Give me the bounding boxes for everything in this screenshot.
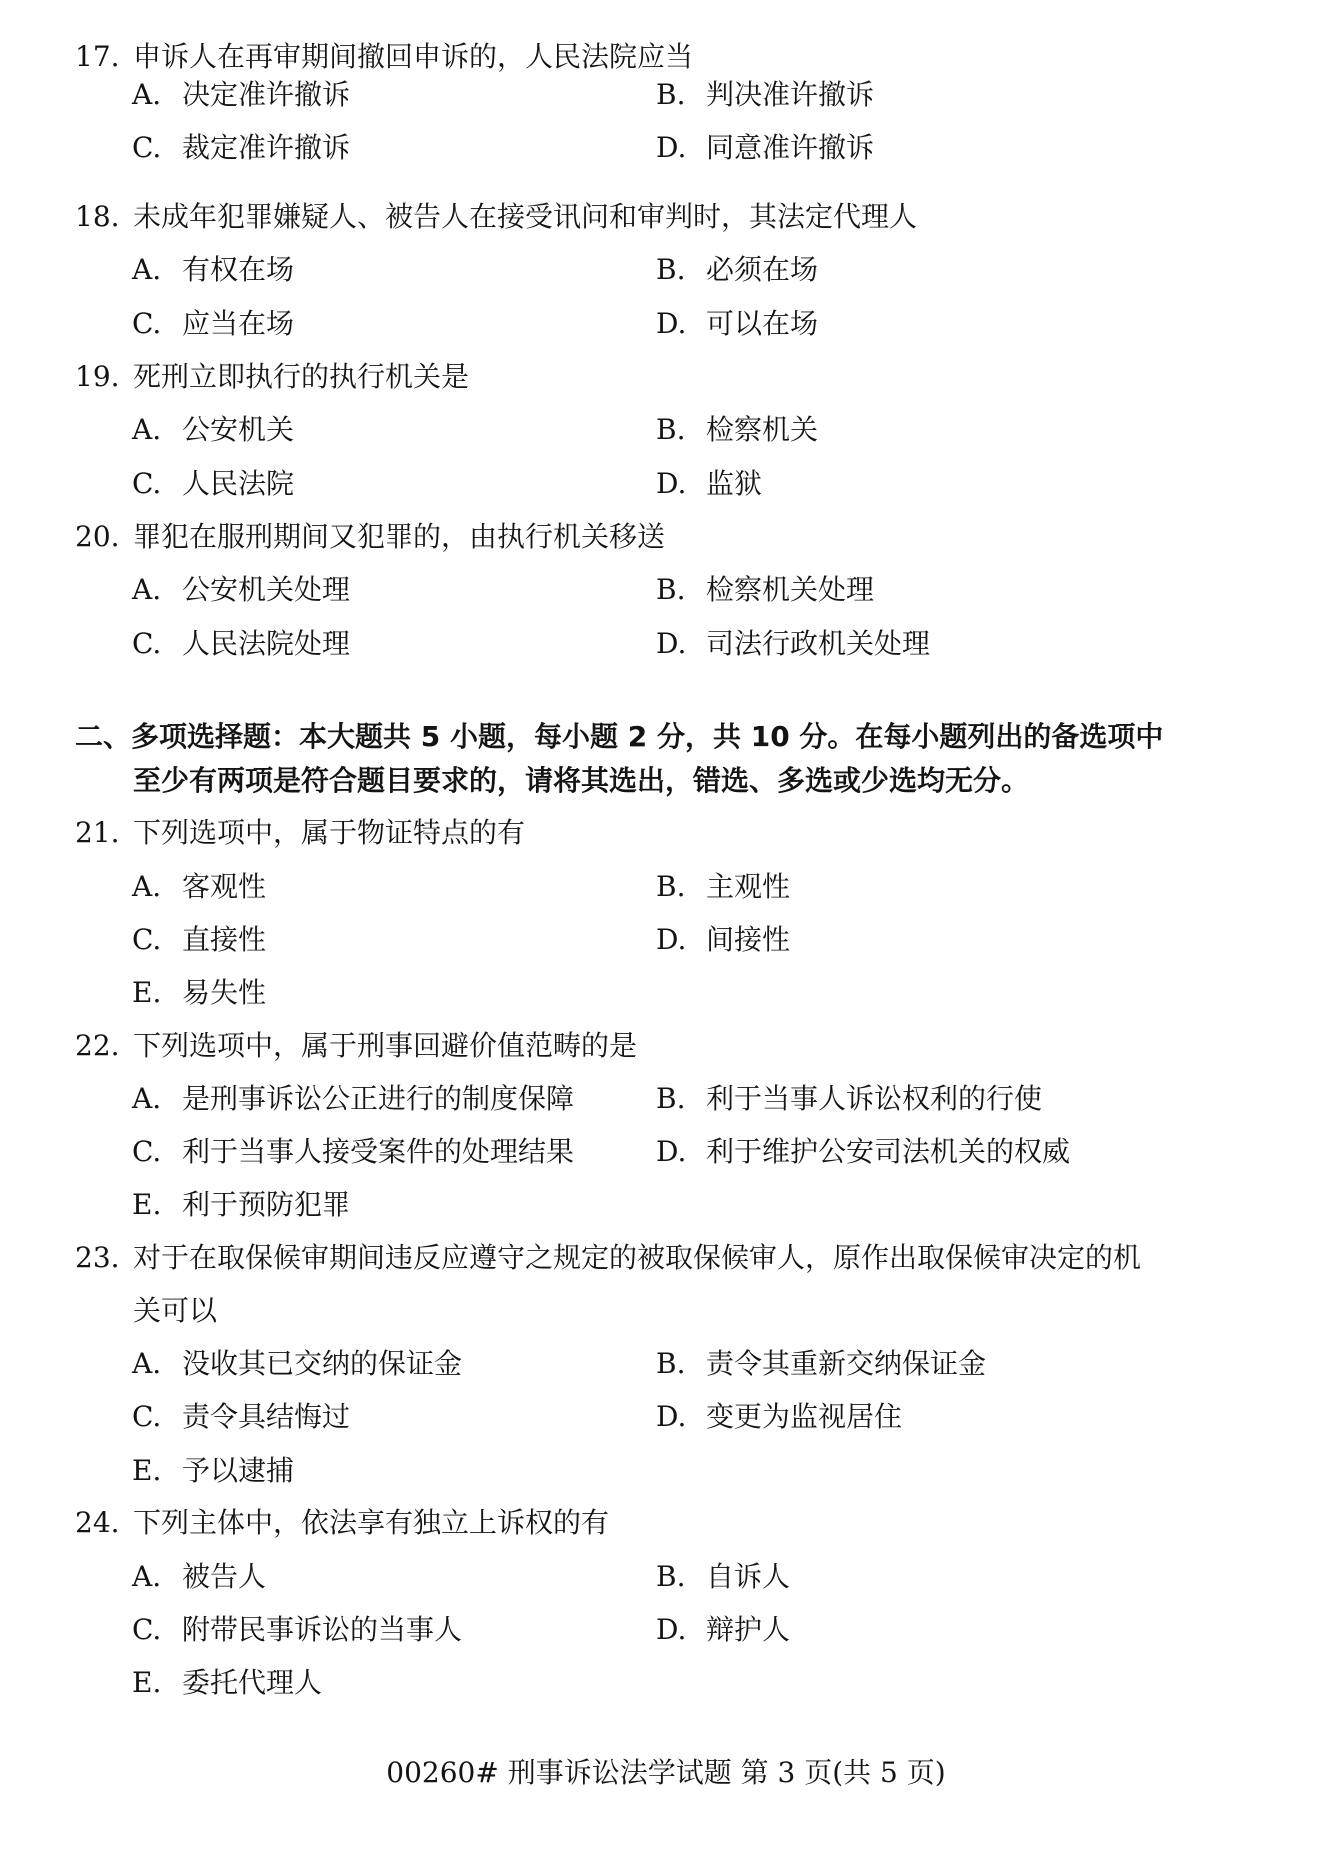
question-text: 死刑立即执行的执行机关是 xyxy=(133,360,470,393)
option-c: C. 附带民事诉讼的当事人 xyxy=(132,1613,463,1646)
question-number: 22. xyxy=(75,1029,120,1062)
option-a: A. 决定准许撤诉 xyxy=(132,78,351,111)
option-b: B. 检察机关 xyxy=(656,413,819,446)
question-stem xyxy=(75,360,469,394)
option-b: B. 自诉人 xyxy=(656,1560,791,1593)
option-b: B. 必须在场 xyxy=(656,253,819,286)
option-e: E. 委托代理人 xyxy=(132,1666,323,1699)
question-text: 下列选项中，属于刑事回避价值范畴的是 xyxy=(133,1029,638,1062)
option-d: D. 监狱 xyxy=(656,467,763,500)
section-heading-cont: 至少有两项是符合题目要求的，请将其选出，错选、多选或少选均无分。 xyxy=(133,764,1030,797)
question-text: 下列主体中，依法享有独立上诉权的有 xyxy=(133,1506,610,1539)
question-number: 19. xyxy=(75,360,120,393)
option-d: D. 辩护人 xyxy=(656,1613,791,1646)
option-a: A. 客观性 xyxy=(132,870,267,903)
option-c: C. 利于当事人接受案件的处理结果 xyxy=(132,1135,575,1168)
question-number: 18. xyxy=(75,200,120,233)
question-stem xyxy=(75,816,525,850)
option-b: B. 判决准许撤诉 xyxy=(656,78,875,111)
question-text-cont: 关可以 xyxy=(133,1294,218,1327)
question-text: 未成年犯罪嫌疑人、被告人在接受讯问和审判时，其法定代理人 xyxy=(133,200,918,233)
question-text: 对于在取保候审期间违反应遵守之规定的被取保候审人，原作出取保候审决定的机 xyxy=(133,1241,1142,1274)
option-b: B. 主观性 xyxy=(656,870,791,903)
question-stem xyxy=(75,200,917,234)
question-number: 17. xyxy=(75,40,120,73)
option-a: A. 有权在场 xyxy=(132,253,295,286)
question-stem xyxy=(75,40,693,74)
option-d: D. 同意准许撤诉 xyxy=(656,131,875,164)
option-e: E. 易失性 xyxy=(132,976,267,1009)
option-d: D. 间接性 xyxy=(656,923,791,956)
question-number: 24. xyxy=(75,1506,120,1539)
question-text: 申诉人在再审期间撤回申诉的，人民法院应当 xyxy=(133,40,694,73)
option-d: D. 司法行政机关处理 xyxy=(656,627,931,660)
option-b: B. 责令其重新交纳保证金 xyxy=(656,1347,987,1380)
option-c: C. 责令具结悔过 xyxy=(132,1400,351,1433)
option-c: C. 裁定准许撤诉 xyxy=(132,131,351,164)
option-e: E. 利于预防犯罪 xyxy=(132,1188,351,1221)
option-c: C. 人民法院处理 xyxy=(132,627,351,660)
option-e: E. 予以逮捕 xyxy=(132,1454,295,1487)
question-stem xyxy=(75,1506,609,1540)
option-a: A. 公安机关处理 xyxy=(132,573,351,606)
option-c: C. 直接性 xyxy=(132,923,267,956)
option-a: A. 被告人 xyxy=(132,1560,267,1593)
option-b: B. 利于当事人诉讼权利的行使 xyxy=(656,1082,1043,1115)
option-a: A. 公安机关 xyxy=(132,413,295,446)
option-d: D. 变更为监视居住 xyxy=(656,1400,903,1433)
section-heading: 二、多项选择题：本大题共 5 小题，每小题 2 分，共 10 分。在每小题列出的备选项中 xyxy=(75,720,1164,753)
page-footer: 00260# 刑事诉讼法学试题 第 3 页(共 5 页) xyxy=(386,1756,946,1789)
option-d: D. 可以在场 xyxy=(656,307,819,340)
question-text: 下列选项中，属于物证特点的有 xyxy=(133,816,526,849)
option-b: B. 检察机关处理 xyxy=(656,573,875,606)
option-c: C. 人民法院 xyxy=(132,467,295,500)
question-text: 罪犯在服刑期间又犯罪的，由执行机关移送 xyxy=(133,520,666,553)
option-a: A. 没收其已交纳的保证金 xyxy=(132,1347,463,1380)
option-c: C. 应当在场 xyxy=(132,307,295,340)
question-stem xyxy=(75,1029,637,1063)
question-stem xyxy=(75,1241,1141,1275)
question-number: 23. xyxy=(75,1241,120,1274)
option-d: D. 利于维护公安司法机关的权威 xyxy=(656,1135,1071,1168)
question-number: 21. xyxy=(75,816,120,849)
question-number: 20. xyxy=(75,520,120,553)
question-stem xyxy=(75,520,665,554)
option-a: A. 是刑事诉讼公正进行的制度保障 xyxy=(132,1082,575,1115)
